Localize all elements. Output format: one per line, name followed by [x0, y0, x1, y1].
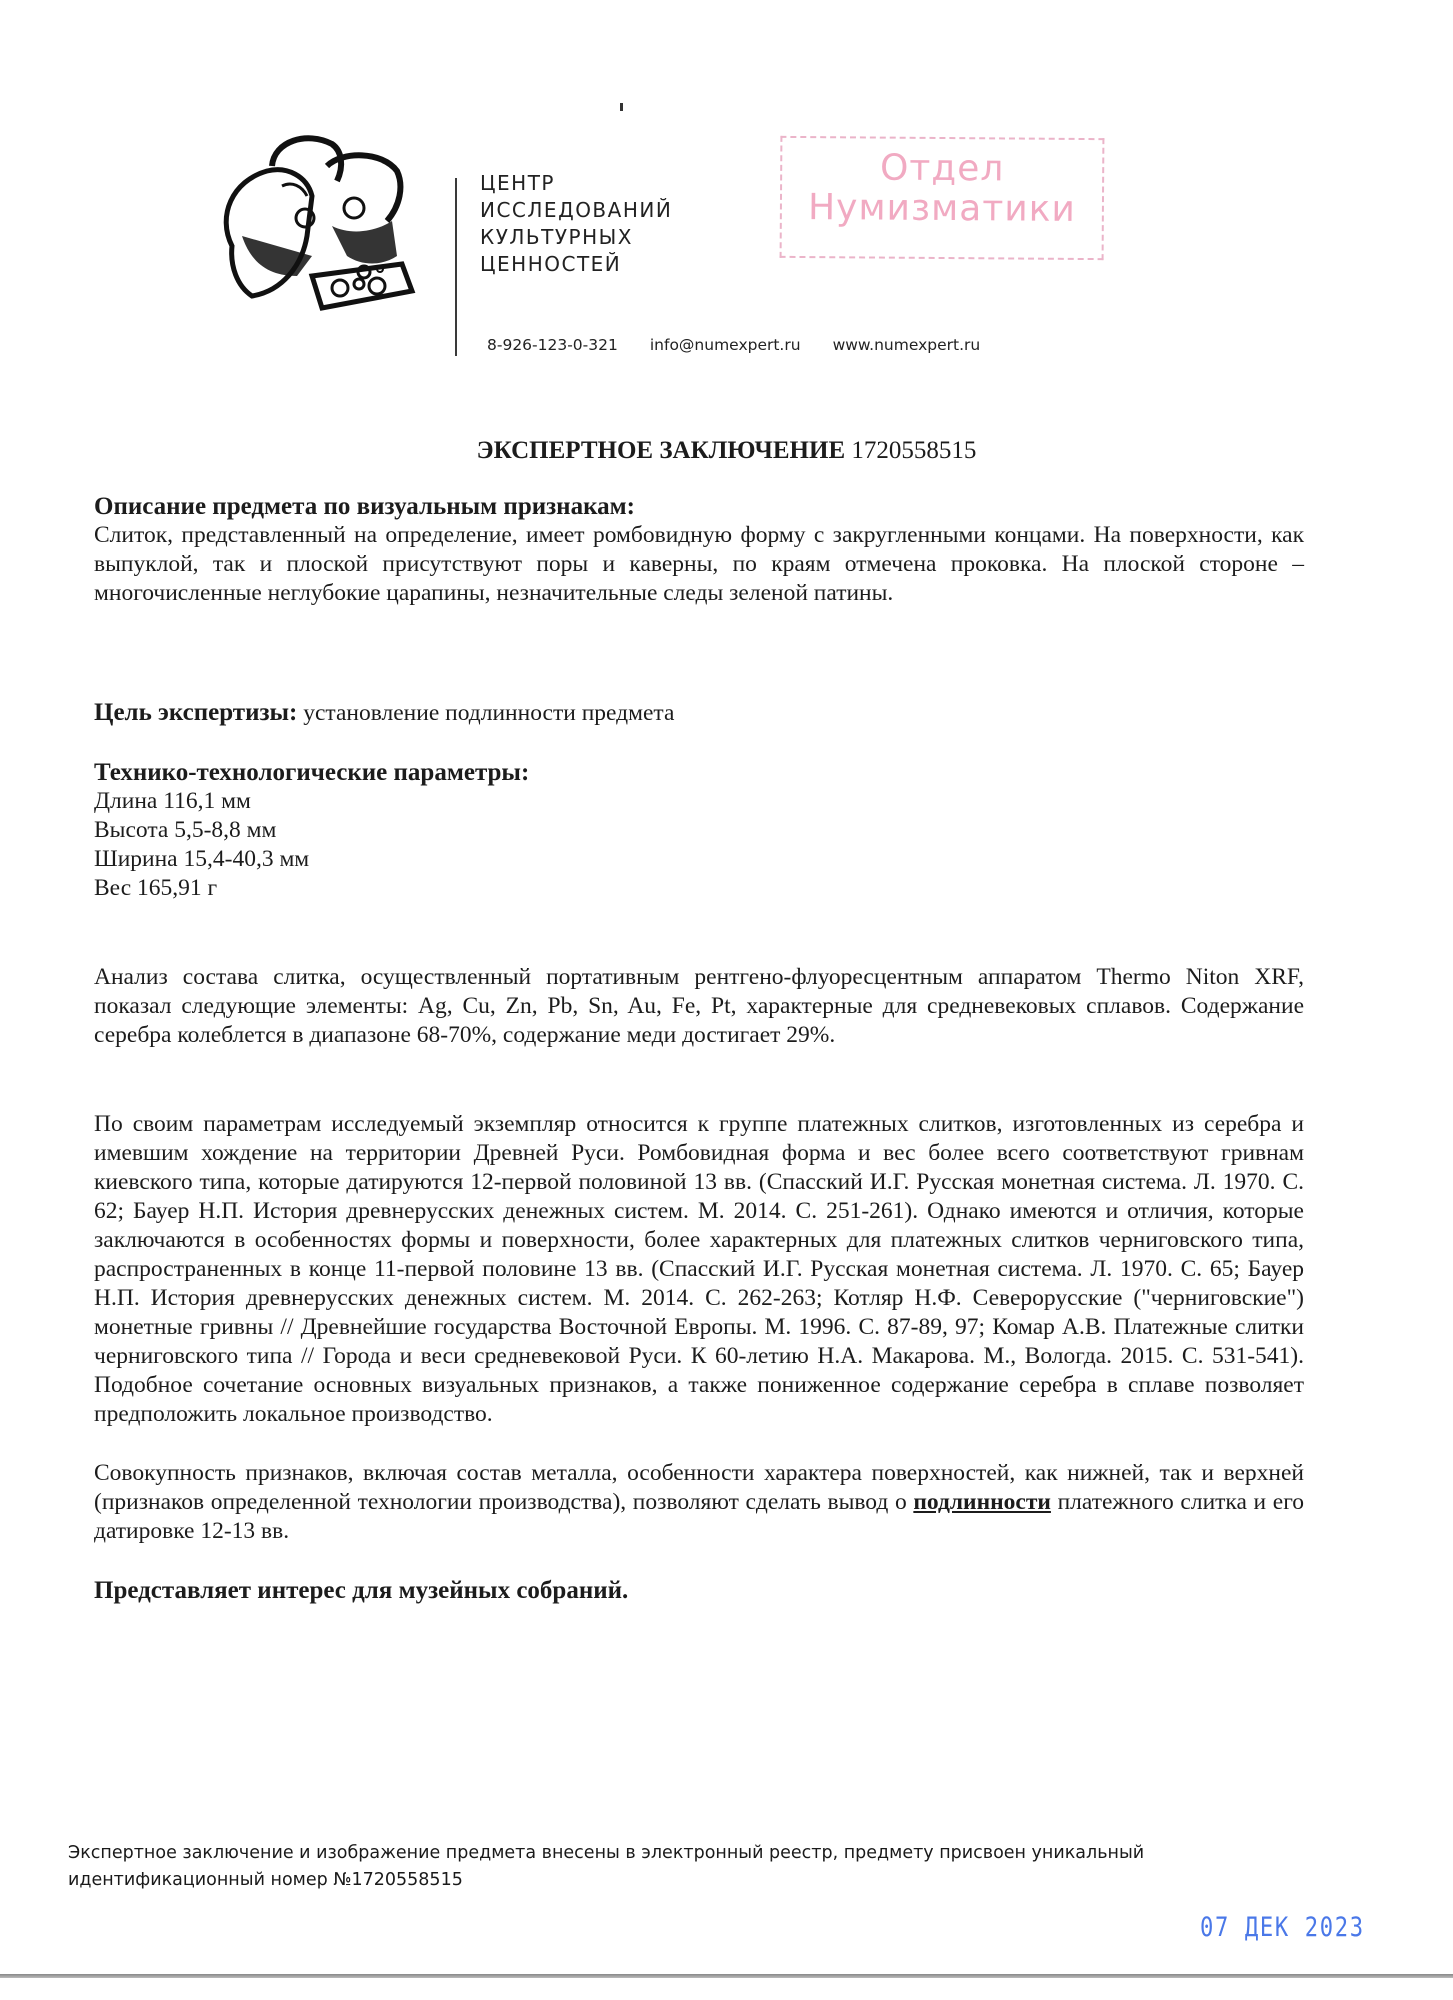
museum-interest-note: Представляет интерес для музейных собраний. [94, 1577, 629, 1604]
conclusion-text-before: Совокупность признаков, включая состав металла, особенности характера поверхностей, как нижней, так и верхней (признаков определенной технологии производства), позволяют сделать вывод о [94, 1460, 1304, 1515]
scan-edge-line [0, 1974, 1453, 1978]
org-line: ИССЛЕДОВАНИЙ [480, 198, 673, 222]
date-stamp: 07 ДЕК 2023 [1200, 1912, 1365, 1943]
title-text: ЭКСПЕРТНОЕ ЗАКЛЮЧЕНИЕ [476, 437, 846, 464]
parameter-length: Длина 116,1 мм [94, 788, 251, 814]
website-link[interactable]: www.numexpert.ru [832, 336, 981, 354]
logo-icon [212, 126, 422, 316]
stamp-line-1: Отдел [879, 147, 1005, 190]
title-number: 1720558515 [851, 437, 977, 464]
stamp-line-2: Нумизматики [807, 187, 1076, 230]
purpose-line [94, 698, 1304, 728]
document-body [94, 492, 1304, 1605]
org-line: КУЛЬТУРНЫХ [480, 225, 633, 249]
conclusion-text-after: платежного слитка и его датировке 12-13 вв. [94, 1489, 1304, 1544]
header-divider [455, 178, 457, 356]
parameters-heading: Технико-технологические параметры: [94, 759, 530, 786]
contact-info [487, 336, 980, 354]
parameter-height: Высота 5,5-8,8 мм [94, 817, 277, 843]
department-stamp [780, 136, 1105, 260]
comparison-paragraph: По своим параметрам исследуемый экземпляр относится к группе платежных слитков, изготовленных из серебра и имевшим хождение на территории Древней Руси. Ромбовидная форма и вес более всего соответствуют гривнам киевского типа, которые датируются 12-первой половиной 13 вв. (Спасский И.Г. Русская монетная система. Л. 1970. С. 62; Бауер Н.П. История древнерусских денежных систем. М. 2014. С. 251-261). Однако имеются и отличия, которые заключаются в особенностях формы и поверхности, более характерных для платежных слитков черниговского типа, распространенных в конце 11-первой половине 13 вв. (Спасский И.Г. Русская монетная система. Л. 1970. С. 65; Бауер Н.П. История древнерусских денежных систем. М. 2014. С. 262-263; Котляр Н.Ф. Северорусские ("черниговские") монетные гривны // Древнейшие государства Восточной Европы. М. 1996. С. 87-89, 97; Комар А.В. Платежные слитки черниговского типа // Города и веси средневековой Руси. К 60-летию Н.А. Макарова. М., Вологда. 2015. С. 531-541). Подобное сочетание основных визуальных признаков, а также пониженное содержание серебра в сплаве позволяет предположить локальное производство. [94, 1111, 1304, 1427]
purpose-label: Цель экспертизы: [94, 699, 298, 726]
organization-name [480, 170, 672, 278]
purpose-value: установление подлинности предмета [303, 700, 675, 726]
conclusion-emphasis: подлинности [913, 1489, 1051, 1515]
org-line: ЦЕННОСТЕЙ [480, 252, 622, 276]
conclusion-paragraph [94, 1459, 1304, 1546]
org-line: ЦЕНТР [480, 171, 555, 195]
phone-number[interactable]: 8-926-123-0-321 [487, 336, 618, 354]
document-title [0, 437, 1453, 465]
scan-mark [620, 103, 623, 111]
analysis-paragraph: Анализ состава слитка, осуществленный портативным рентгено-флуоресцентным аппаратом Thermo Niton XRF, показал следующие элементы: Ag, Cu, Zn, Pb, Sn, Au, Fe, Pt, характерные для средневековых сплавов. Содержание серебра колеблется в диапазоне 68-70%, содержание меди достигает 29%. [94, 964, 1304, 1048]
parameter-width: Ширина 15,4-40,3 мм [94, 846, 310, 872]
email-link[interactable]: info@numexpert.ru [649, 336, 801, 354]
description-text: Слиток, представленный на определение, имеет ромбовидную форму с закругленными концами. На поверхности, как выпуклой, так и плоской присутствуют поры и каверны, по краям отмечена проковка. На плоской стороне – многочисленные неглубокие царапины, незначительные следы зеленой патины. [94, 522, 1304, 606]
parameter-weight: Вес 165,91 г [94, 875, 218, 901]
registry-note: Экспертное заключение и изображение предмета внесены в электронный реестр, предмету присвоен уникальный идентификационный номер №1720558515 [68, 1843, 1145, 1890]
description-heading: Описание предмета по визуальным признакам: [94, 493, 635, 520]
